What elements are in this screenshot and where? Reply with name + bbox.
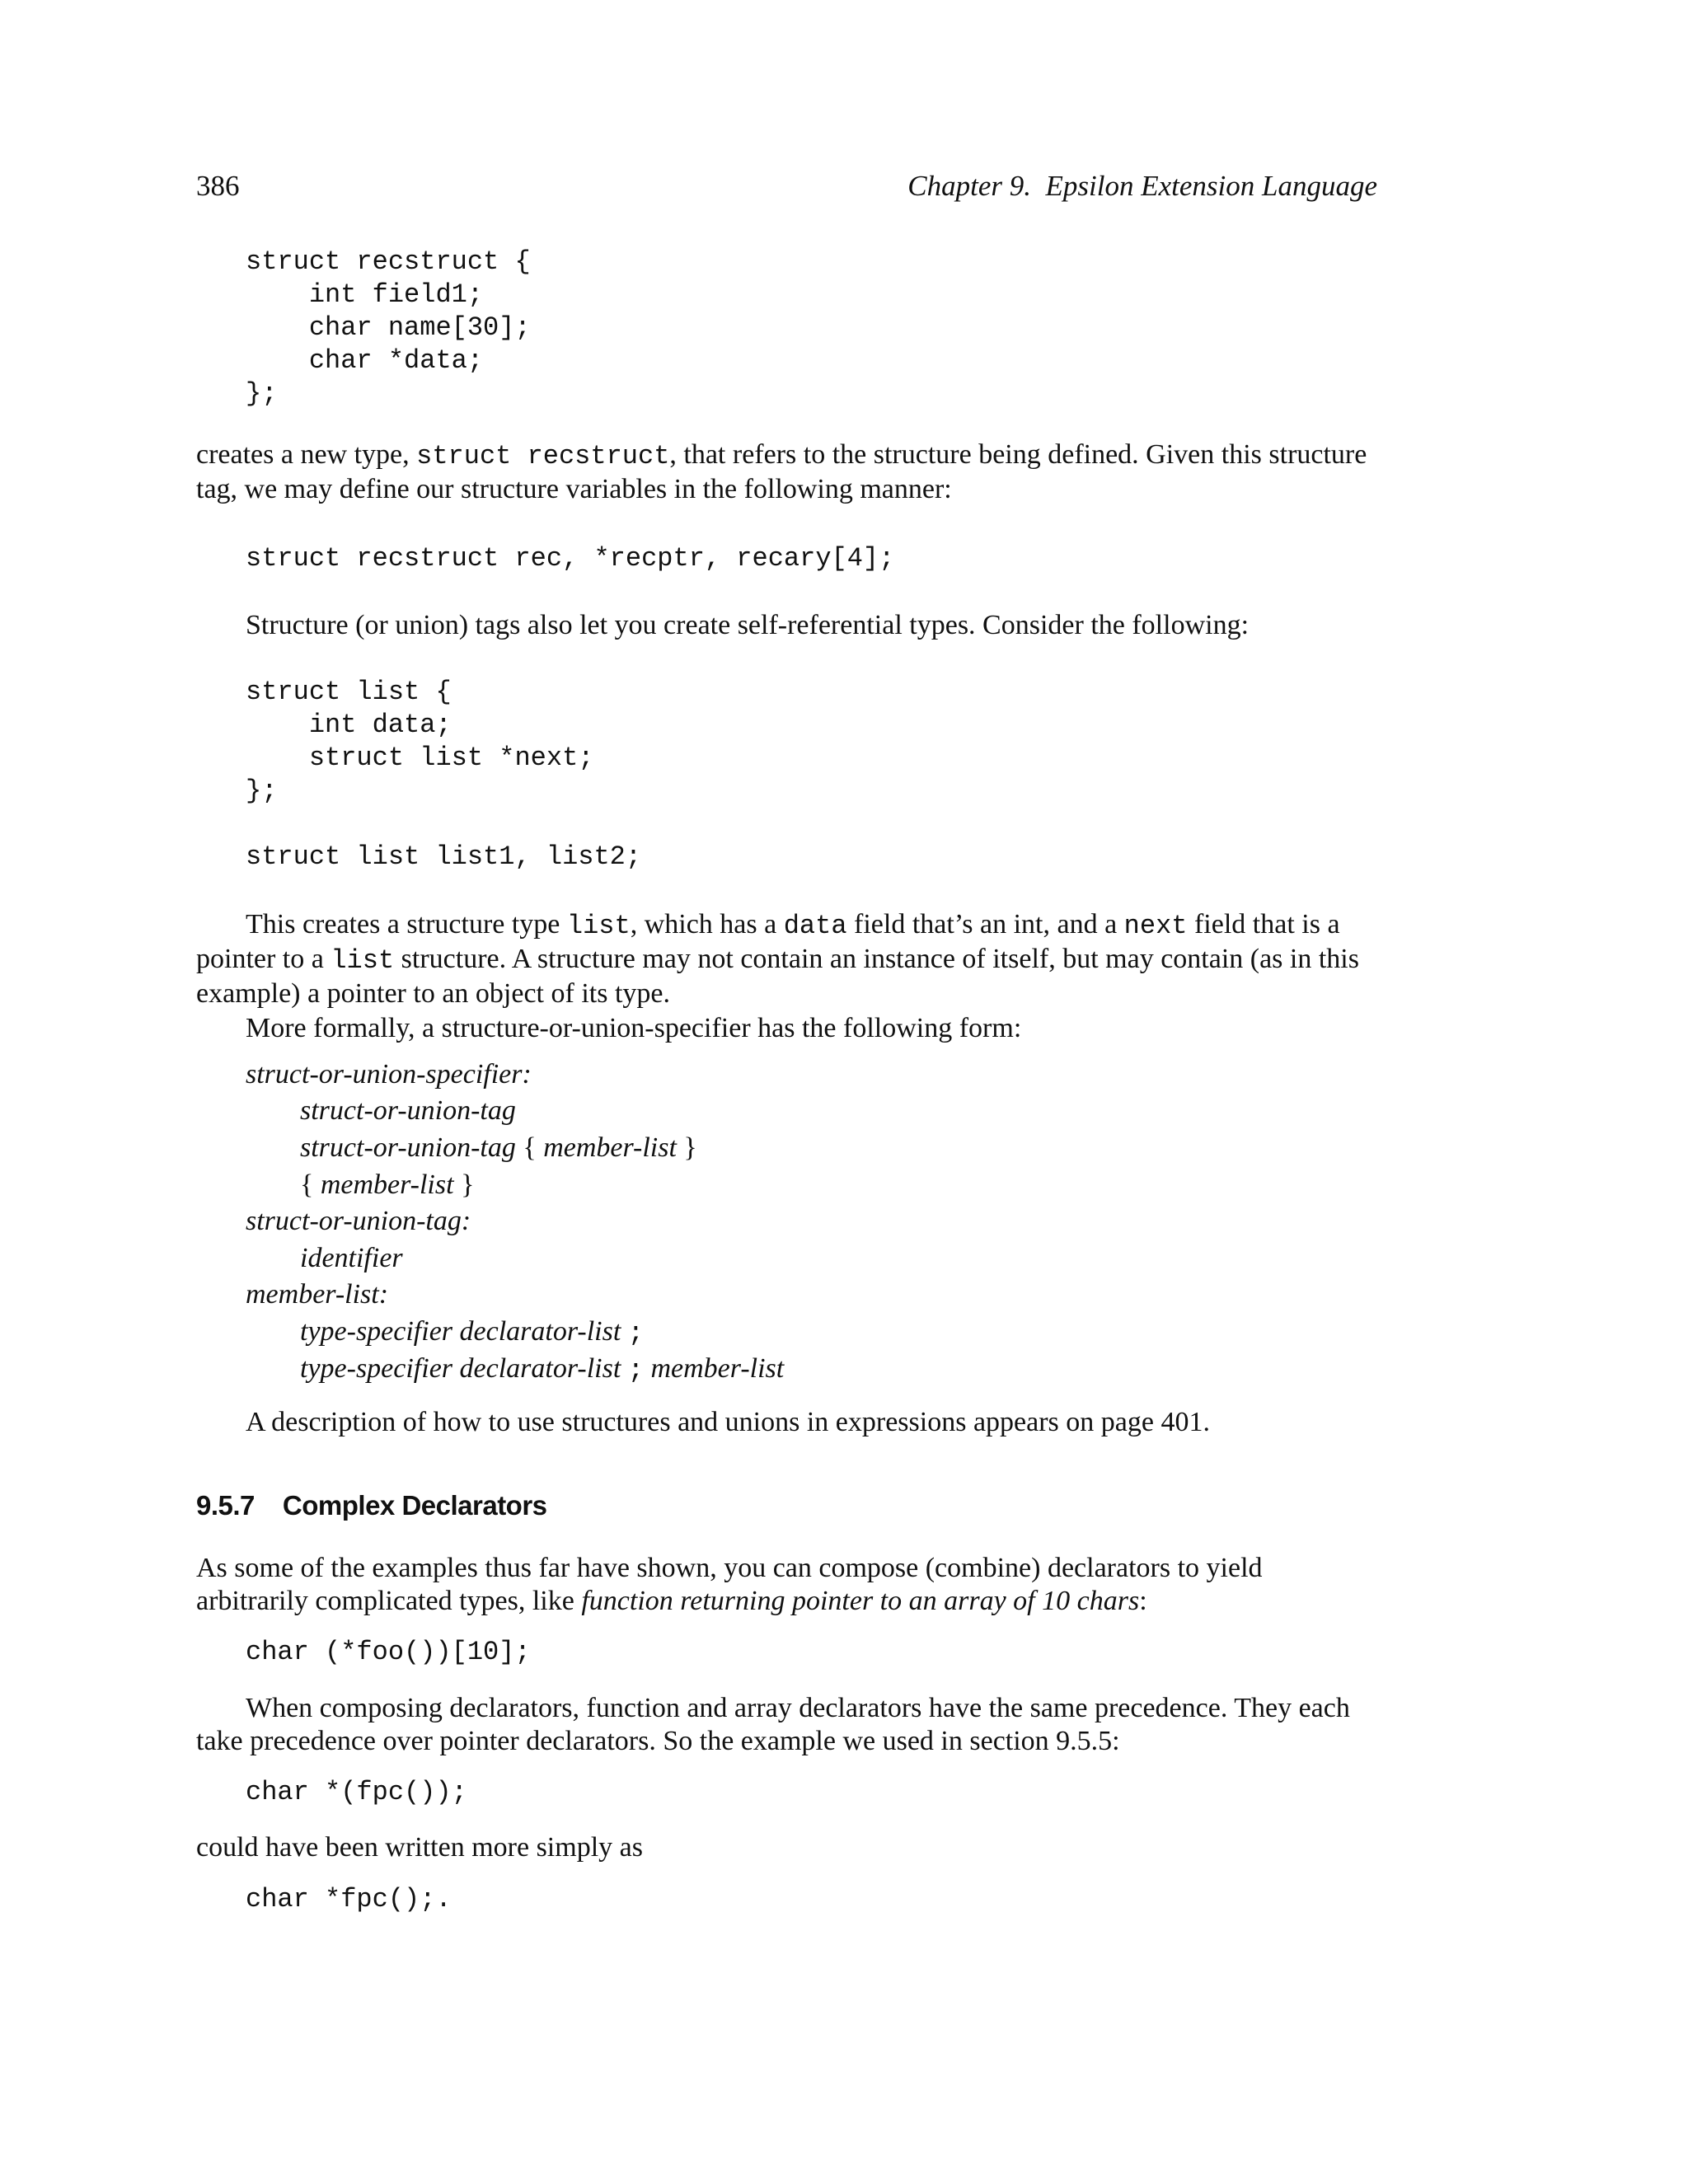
paragraph: As some of the examples thus far have shown, you can compose (combine) declarators to yield arbitrarily complicated types, like function returning pointer to an array of 10 chars: — [196, 1553, 1263, 1616]
code-block-fpc: char *fpc();. — [246, 1884, 452, 1915]
paragraph: could have been written more simply as — [196, 1832, 643, 1863]
code-block-fpc-paren: char *(fpc()); — [246, 1777, 467, 1807]
grammar-head: struct-or-union-specifier: — [246, 1059, 532, 1090]
code-block-list-vars: struct list list1, list2; — [246, 841, 642, 872]
inline-code: struct recstruct — [416, 441, 670, 471]
paragraph: More formally, a structure-or-union-specifier has the following form: — [246, 1013, 1022, 1043]
grammar-alternative: type-specifier declarator-list ; — [300, 1316, 644, 1348]
section-heading — [196, 1490, 547, 1521]
paragraph: When composing declarators, function and array declarators have the same precedence. They each take precedence over pointer declarators. So the example we used in section 9.5.5: — [196, 1693, 1350, 1756]
paragraph: A description of how to use structures and unions in expressions appears on page 401. — [246, 1407, 1210, 1437]
grammar-alternative: { member-list } — [300, 1169, 475, 1200]
grammar-alternative: identifier — [300, 1243, 403, 1273]
code-block-recstruct: struct recstruct { int field1; char name[30]; char *data; }; — [246, 246, 531, 409]
chapter-title: Chapter 9. Epsilon Extension Language — [907, 170, 1377, 202]
code-block-foo: char (*foo())[10]; — [246, 1637, 531, 1667]
section-title: Complex Declarators — [282, 1490, 547, 1521]
grammar-head: member-list: — [246, 1279, 389, 1310]
grammar-alternative: struct-or-union-tag { member-list } — [300, 1132, 697, 1163]
grammar-head: struct-or-union-tag: — [246, 1206, 471, 1236]
code-block-declaration: struct recstruct rec, *recptr, recary[4]; — [246, 543, 895, 574]
paragraph: This creates a structure type list, which has a data field that’s an int, and a next field that is a pointer to a list structure. A structure may not contain an instance of itself, but may contain (as in this example) a pointer to an object of its type. — [196, 909, 1359, 1009]
code-block-list-struct: struct list { int data; struct list *next; }; — [246, 677, 594, 806]
grammar-alternative: struct-or-union-tag — [300, 1095, 516, 1126]
paragraph: Structure (or union) tags also let you create self-referential types. Consider the following: — [246, 610, 1250, 640]
grammar-alternative: type-specifier declarator-list ; member-list — [300, 1353, 785, 1385]
paragraph: creates a new type, struct recstruct, that refers to the structure being defined. Given this structure tag, we may define our structure variables in the following manner: — [196, 439, 1367, 504]
section-number: 9.5.7 — [196, 1490, 255, 1521]
page-number: 386 — [196, 170, 240, 202]
